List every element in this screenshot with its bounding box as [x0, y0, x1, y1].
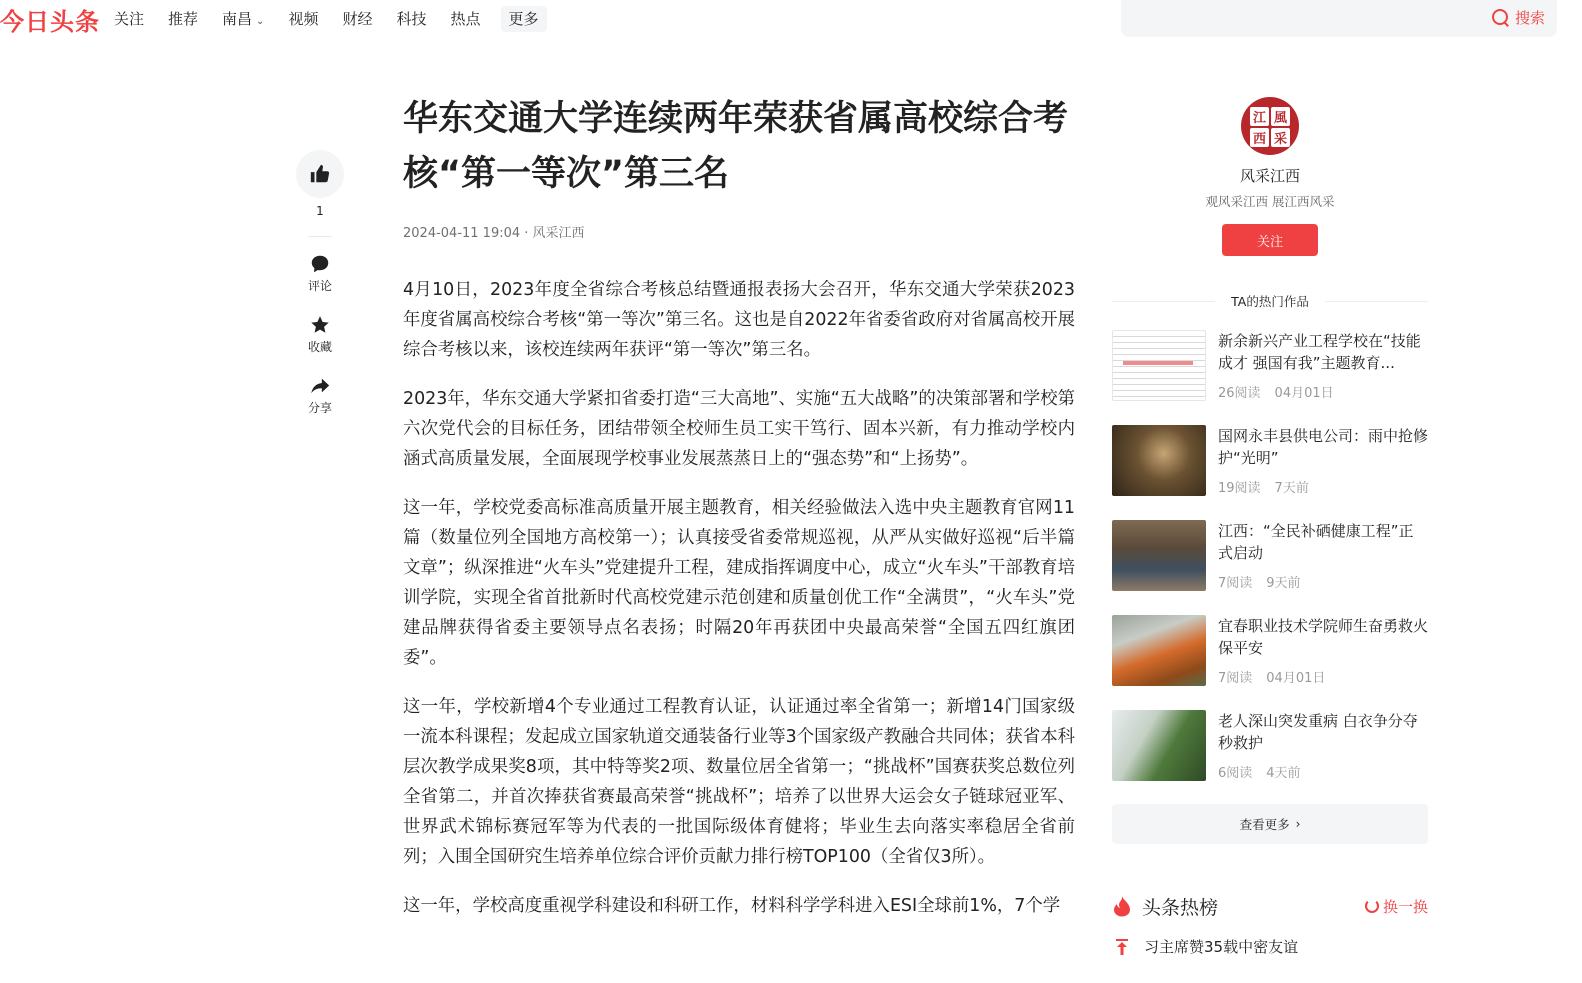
- article-paragraph: 这一年，学校新增4个专业通过工程教育认证，认证通过率全省第一；新增14门国家级一流本科课程；发起成立国家轨道交通装备行业等3个国家级产教融合共同体；获省本科层次教学成果奖8项，其中特等奖2项、数量位居全省第一；“挑战杯”国赛获奖总数位列全省第二，并首次捧获省赛最高荣誉“挑战杯”；培养了以世界大运会女子链球冠亚军、世界武术锦标赛冠军等为代表的一批国际级体育健将；毕业生去向落实率稳居全省前列；入围全国研究生培养单位综合评价贡献力排行榜TOP100（全省仅3所）。: [403, 697, 1075, 867]
- nav-item-video[interactable]: 视频: [288, 10, 319, 28]
- work-thumbnail: [1112, 615, 1206, 686]
- like-button[interactable]: [296, 150, 344, 198]
- list-item[interactable]: [1112, 710, 1428, 781]
- list-item[interactable]: [1112, 425, 1428, 496]
- work-time: 4天前: [1266, 766, 1301, 781]
- work-reads: 26阅读: [1218, 386, 1261, 401]
- refresh-icon: [1365, 899, 1379, 913]
- work-thumbnail: [1112, 710, 1206, 781]
- avatar[interactable]: [1241, 97, 1299, 155]
- favorite-button[interactable]: [296, 314, 344, 355]
- list-item[interactable]: [1112, 520, 1428, 591]
- avatar-char: 江: [1250, 107, 1269, 126]
- work-reads: 19阅读: [1218, 481, 1261, 496]
- search-input[interactable]: [1133, 6, 1463, 30]
- article-content: [403, 275, 1075, 921]
- view-more-label: 查看更多: [1239, 817, 1290, 832]
- work-title: 国网永丰县供电公司：雨中抢修护“光明”: [1218, 427, 1428, 467]
- search-button-label: 搜索: [1514, 9, 1545, 27]
- avatar-char: 西: [1250, 128, 1269, 147]
- pin-top-icon: [1112, 937, 1132, 957]
- star-icon: [309, 314, 331, 336]
- nav-item-city-label: 南昌: [222, 10, 253, 28]
- article-meta: 2024-04-11 19:04 · 风采江西: [403, 226, 585, 241]
- article-title: 华东交通大学连续两年荣获省属高校综合考核“第一等次”第三名: [403, 99, 1069, 194]
- work-time: 04月01日: [1274, 386, 1334, 401]
- work-title: 宜春职业技术学院师生奋勇救火保平安: [1218, 617, 1428, 657]
- work-time: 7天前: [1274, 481, 1309, 496]
- hot-works-title: TA的热门作品: [1231, 294, 1309, 309]
- top-nav: [114, 6, 571, 32]
- work-info: [1218, 330, 1428, 401]
- work-thumbnail: [1112, 520, 1206, 591]
- search-icon: [1492, 9, 1509, 26]
- share-button[interactable]: [296, 375, 344, 416]
- article-paragraph: 这一年，学校高度重视学科建设和科研工作，材料科学学科进入ESI全球前1%，7个学: [403, 896, 1061, 916]
- work-stats: [1218, 572, 1428, 591]
- work-title: 新余新兴产业工程学校在“技能成才 强国有我”主题教育...: [1218, 332, 1421, 372]
- work-stats: [1218, 477, 1428, 496]
- hot-works-list: [1112, 330, 1428, 781]
- work-stats: [1218, 382, 1428, 401]
- chevron-down-icon: ⌄: [256, 16, 265, 27]
- like-count: 1: [316, 204, 324, 218]
- work-info: [1218, 425, 1428, 496]
- list-item[interactable]: [1112, 615, 1428, 686]
- work-stats: [1218, 667, 1428, 686]
- site-logo[interactable]: 今日头条: [0, 8, 100, 36]
- nav-item-follow[interactable]: 关注: [114, 10, 145, 28]
- list-item[interactable]: [1112, 936, 1428, 957]
- avatar-char: 風: [1271, 107, 1290, 126]
- comment-button[interactable]: [296, 253, 344, 294]
- nav-item-recommend[interactable]: 推荐: [168, 10, 199, 28]
- work-title: 老人深山突发重病 白衣争分夺秒救护: [1218, 712, 1418, 752]
- work-reads: 6阅读: [1218, 766, 1253, 781]
- work-reads: 7阅读: [1218, 671, 1253, 686]
- hot-list: [1112, 890, 1428, 957]
- avatar-char: 采: [1271, 128, 1290, 147]
- hot-list-title-group: [1112, 893, 1218, 920]
- comment-icon: [309, 253, 331, 275]
- work-info: [1218, 710, 1428, 781]
- work-reads: 7阅读: [1218, 576, 1253, 591]
- view-more-button[interactable]: [1112, 804, 1428, 844]
- follow-button[interactable]: 关注: [1222, 224, 1318, 256]
- list-item[interactable]: [1112, 330, 1428, 401]
- nav-item-city[interactable]: [222, 6, 264, 32]
- right-sidebar: [1112, 97, 1428, 844]
- article-paragraph: 2023年，华东交通大学紧扣省委打造“三大高地”、实施“五大战略”的决策部署和学校第六次党代会的目标任务，团结带领全校师生员工实干笃行、固本兴新，有力推动学校内涵式高质量发展，全面展现学校事业发展蒸蒸日上的“强态势”和“上扬势”。: [403, 389, 1075, 469]
- article-paragraph: 4月10日，2023年度全省综合考核总结暨通报表扬大会召开，华东交通大学荣获2023年度省属高校综合考核“第一等次”第三名。这也是自2022年省委省政府对省属高校开展综合考核以来，该校连续两年获评“第一等次”第三名。: [403, 280, 1075, 360]
- work-thumbnail: [1112, 425, 1206, 496]
- hot-list-title: 头条热榜: [1142, 896, 1219, 919]
- search-box: [1121, 0, 1557, 37]
- chevron-right-icon: ›: [1295, 817, 1301, 831]
- favorite-label: 收藏: [307, 340, 332, 354]
- nav-item-more[interactable]: 更多: [501, 6, 547, 32]
- hot-works-heading: [1112, 292, 1428, 310]
- work-stats: [1218, 762, 1428, 781]
- author-name[interactable]: 风采江西: [1239, 167, 1300, 185]
- work-info: [1218, 520, 1428, 591]
- article-paragraph: 这一年，学校党委高标准高质量开展主题教育，相关经验做法入选中央主题教育官网11篇（数量位列全国地方高校第一）；认真接受省委常规巡视，从严从实做好巡视“后半篇文章”；纵深推进“火车头”党建提升工程，建成指挥调度中心，成立“火车头”干部教育培训学院，实现全省首批新时代高校党建示范创建和质量创优工作“全满贯”，“火车头”党建品牌获得省委主要领导点名表扬；时隔20年再获团中央最高荣誉“全国五四红旗团委”。: [403, 498, 1075, 668]
- share-icon: [309, 375, 331, 397]
- top-header: [0, 0, 1582, 38]
- nav-item-finance[interactable]: 财经: [342, 10, 373, 28]
- rail-divider: [308, 236, 332, 237]
- hot-item-text: 习主席赞35载中密友谊: [1144, 938, 1299, 956]
- share-label: 分享: [307, 401, 332, 415]
- author-description: 观风采江西 展江西风采: [1205, 194, 1335, 209]
- nav-item-tech[interactable]: 科技: [396, 10, 427, 28]
- search-button[interactable]: [1492, 7, 1545, 28]
- comment-label: 评论: [307, 279, 332, 293]
- work-time: 04月01日: [1266, 671, 1326, 686]
- avatar-logo: [1250, 107, 1290, 145]
- work-info: [1218, 615, 1428, 686]
- thumbs-up-icon: [309, 163, 331, 185]
- author-card: [1112, 97, 1428, 256]
- action-rail: [296, 150, 344, 436]
- flame-icon: [1112, 895, 1132, 917]
- work-thumbnail: [1112, 330, 1206, 401]
- refresh-label: 换一换: [1382, 897, 1428, 916]
- work-title: 江西：“全民补硒健康工程”正式启动: [1218, 522, 1414, 562]
- nav-item-hot[interactable]: 热点: [450, 10, 481, 28]
- work-time: 9天前: [1266, 576, 1301, 591]
- article: [403, 92, 1075, 940]
- refresh-button[interactable]: [1365, 896, 1428, 917]
- hot-list-header: [1112, 890, 1428, 922]
